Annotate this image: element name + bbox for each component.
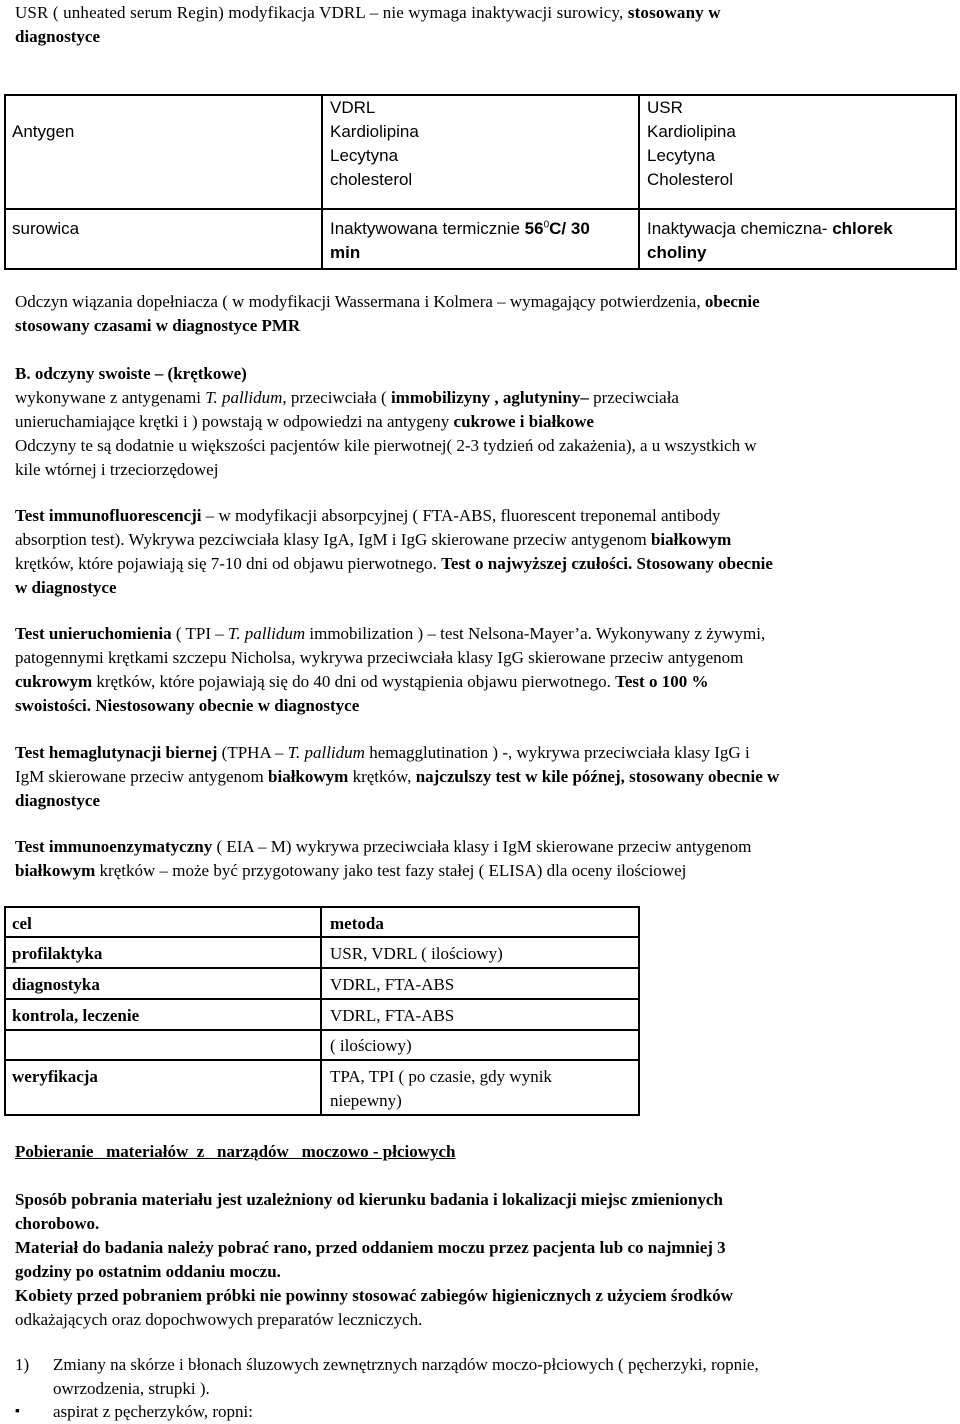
tpi-paragraph: Test unieruchomienia ( TPI – T. pallidum immobilization ) – test Nelsona-Mayer’a. Wykonywany z żywymi, patogennymi krętkami szczepu Nicholsa, wykrywa przeciwciała klasy IgG skierowane przeciw antygenom cukrowym krętków, które pojawiają się do 40 dni od wystąpienia objawu pierwotnego. Test o 100 % swoistości. Niestosowany obecnie w diagnostyce	[15, 624, 766, 715]
intro-bold: stosowany w	[627, 3, 721, 22]
wassermann-paragraph: Odczyn wiązania dopełniacza ( w modyfikacji Wassermana i Kolmera – wymagający potwierdzenia, obecnie stosowany czasami w diagnostyce PMR	[15, 292, 760, 335]
table2-row-value: VDRL, FTA-ABS	[330, 975, 455, 994]
fta-paragraph: Test immunofluorescencji – w modyfikacji absorpcyjnej ( FTA-ABS, fluorescent treponemal antibody absorption test). Wykrywa pezciwciała klasy IgA, IgM i IgG skierowane przeciw antygenom białkowym krętków, które pojawiają się 7-10 dni od objawu pierwotnego. Test o najwyższej czułości. Stosowany obecnie w diagnostyce	[15, 506, 773, 597]
table2-header-metoda: metoda	[330, 914, 384, 933]
table2-row-label: kontrola, leczenie	[12, 1006, 140, 1025]
intro-bold-2: diagnostyce	[15, 27, 100, 46]
intro-line-1	[15, 1, 945, 25]
table1-row2-col2: Inaktywacja chemiczna- chlorek choliny	[647, 219, 893, 262]
table1-row2-col1: Inaktywowana termicznie $56^0C/$ 30 min	[330, 219, 590, 262]
sampling-text: Sposób pobrania materiału jest uzależniony od kierunku badania i lokalizacji miejsc zmienionych chorobowo. Materiał do badania należy pobrać rano, przed oddaniem moczu przez pacjenta lub co najmniej 3 godziny po ostatnim oddaniu moczu. Kobiety przed pobraniem próbki nie powinny stosować zabiegów higienicznych z użyciem środków odkażających oraz dopochwowych preparatów leczniczych.	[15, 1190, 733, 1329]
table1-row1-col1: VDRL Kardiolipina Lecytyna cholesterol	[330, 98, 419, 189]
table2-row-label: profilaktyka	[12, 944, 103, 963]
intro-line-2	[15, 25, 945, 49]
table2-header-cel: cel	[12, 914, 32, 933]
tpha-paragraph: Test hemaglutynacji biernej (TPHA – T. pallidum hemagglutination ) -, wykrywa przeciwciała klasy IgG i IgM skierowane przeciw antygenom białkowym krętków, najczulszy test w kile późnej, stosowany obecnie w diagnostyce	[15, 743, 780, 810]
table1-row2-label: surowica	[12, 219, 80, 238]
section-b: B. odczyny swoiste – (krętkowe) wykonywane z antygenami T. pallidum, przeciwciała ( immobilizyny , aglutyniny– przeciwciała unieruchamiające krętki i ) powstają w odpowiedzi na antygeny cukrowe i białkowe Odczyny te są dodatnie u większości pacjentów kile pierwotnej( 2-3 tydzień od zakażenia), a u wszystkich w kile wtórnej i trzeciorzędowej	[15, 364, 757, 479]
table2-extra: ( ilościowy)	[330, 1036, 412, 1055]
table2-row-value: VDRL, FTA-ABS	[330, 1006, 455, 1025]
sampling-heading: Pobieranie materiałów z narządów moczowo - płciowych	[15, 1142, 456, 1161]
bullet-item: aspirat z pęcherzyków, ropni:	[53, 1402, 253, 1421]
table1-row1-label: Antygen	[12, 122, 75, 141]
list-item: Zmiany na skórze i błonach śluzowych zewnętrznych narządów moczo-płciowych ( pęcherzyki, ropnie, owrzodzenia, strupki ).	[53, 1355, 759, 1398]
section-b-heading: B. odczyny swoiste – (krętkowe)	[15, 364, 247, 383]
table1-row1-col2: USR Kardiolipina Lecytyna Cholesterol	[647, 98, 736, 189]
table2-row-value: USR, VDRL ( ilościowy)	[330, 944, 503, 963]
bullet-icon: ▪	[15, 1404, 20, 1419]
eia-paragraph: Test immunoenzymatyczny ( EIA – M) wykrywa przeciwciała klasy i IgM skierowane przeciw antygenom białkowym krętków – może być przygotowany jako test fazy stałej ( ELISA) dla oceny ilościowej	[15, 837, 752, 880]
table2-row-value: TPA, TPI ( po czasie, gdy wynik niepewny)	[330, 1067, 552, 1110]
intro-text: USR ( unheated serum Regin) modyfikacja VDRL – nie wymaga inaktywacji surowicy,	[15, 3, 624, 22]
table2-row-label: weryfikacja	[12, 1067, 98, 1086]
list-number: 1)	[15, 1355, 30, 1374]
table2-row-label: diagnostyka	[12, 975, 100, 994]
